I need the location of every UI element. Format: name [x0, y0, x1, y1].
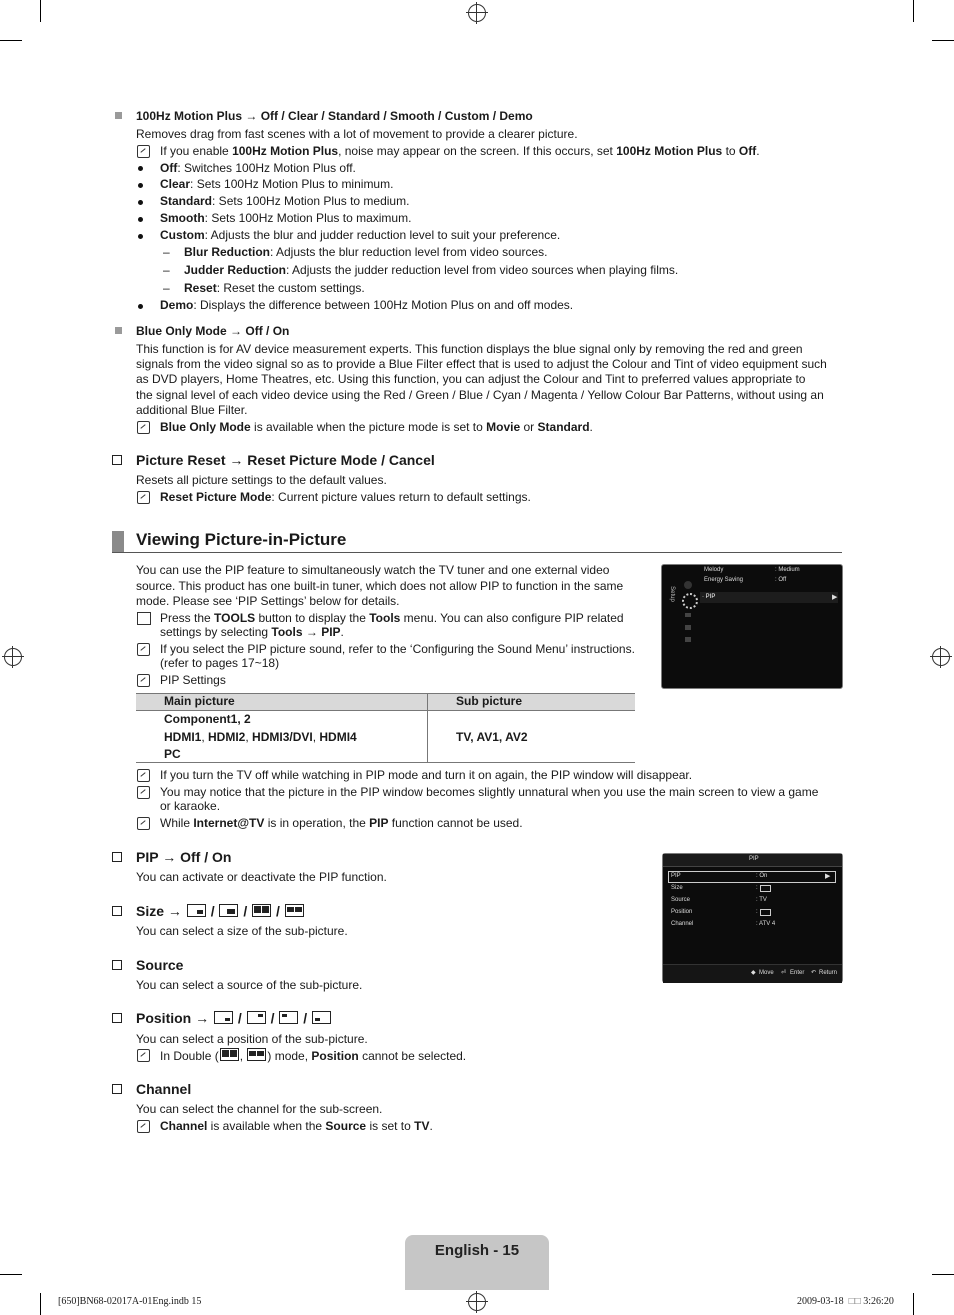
bullet-icon	[138, 304, 143, 309]
channel-heading: Channel	[136, 1081, 192, 1097]
size-heading: Size → / / /	[136, 903, 305, 919]
list-item: Judder Reduction: Adjusts the judder reduction level from video sources when playing films.	[184, 263, 679, 277]
menu-icon	[685, 625, 691, 630]
pip-menu-row-value: :	[756, 909, 758, 915]
position-note: In Double ( , ) mode, Position cannot be selected.	[160, 1049, 467, 1063]
square-bullet-icon	[115, 327, 122, 334]
move-icon: ◆	[751, 970, 756, 976]
pip-menu-title: PIP	[749, 856, 759, 862]
checkbox-bullet-icon	[112, 852, 122, 862]
motion-plus-desc: Removes drag from fast scenes with a lot of movement to provide a clearer picture.	[136, 127, 578, 141]
table-header-main: Main picture	[164, 694, 235, 708]
section-marker	[112, 531, 124, 552]
footer-timestamp: 2009-03-18 □□ 3:26:20	[797, 1296, 894, 1307]
return-icon: ↶	[811, 970, 817, 976]
pip-desc: You can activate or deactivate the PIP function.	[136, 870, 387, 884]
size-double-alt-icon	[285, 904, 304, 917]
menu-icon	[685, 613, 691, 617]
pip-intro-line: mode. Please see ‘PIP Settings’ below for details.	[136, 594, 400, 608]
size-double-icon	[252, 904, 271, 917]
checkbox-bullet-icon	[112, 1084, 122, 1094]
bullet-icon	[138, 200, 143, 205]
table-cell-main: PC	[164, 747, 181, 761]
position-desc: You can select a position of the sub-picture.	[136, 1032, 368, 1046]
crop-mark	[0, 40, 22, 41]
right-arrow-icon: ▶	[832, 594, 838, 601]
page-number: English - 15	[434, 1242, 520, 1259]
table-cell-sub: TV, AV1, AV2	[456, 730, 528, 744]
dash-icon: –	[163, 245, 170, 259]
position-bottom-right-icon	[214, 1011, 233, 1024]
gear-icon	[682, 593, 698, 609]
list-item: Standard: Sets 100Hz Motion Plus to medium.	[160, 194, 410, 208]
menu-row-value: : Medium	[775, 567, 800, 573]
note-icon	[137, 674, 150, 687]
tools-icon	[137, 612, 151, 625]
pip-menu-row-value: : ATV 4	[756, 921, 776, 927]
checkbox-bullet-icon	[112, 960, 122, 970]
note-icon	[137, 145, 150, 158]
dash-icon: –	[163, 281, 170, 295]
crop-mark	[40, 1293, 41, 1315]
crop-mark	[0, 1274, 22, 1275]
size-large-icon	[219, 904, 238, 917]
move-label: Move	[759, 970, 774, 976]
pip-settings-table	[136, 693, 635, 763]
pip-off-note: If you turn the TV off while watching in PIP mode and turn it on again, the PIP window will disappear.	[160, 768, 693, 782]
pip-menu-row-selected[interactable]	[668, 871, 836, 883]
checkbox-bullet-icon	[112, 455, 122, 465]
list-item: Custom: Adjusts the blur and judder reduction level to suit your preference.	[160, 228, 561, 242]
list-item: Smooth: Sets 100Hz Motion Plus to maximum.	[160, 211, 412, 225]
blue-only-note: Blue Only Mode is available when the picture mode is set to Movie or Standard.	[160, 420, 593, 434]
setup-side-label: Setup	[668, 586, 675, 602]
pip-menu-row-key: Channel	[671, 921, 694, 927]
blue-only-para-line: This function is for AV device measurement experts. This function displays the blue signal only by removing the red and green	[136, 342, 803, 356]
tools-note-line2: settings by selecting Tools → PIP.	[160, 625, 344, 639]
position-heading: Position → / / /	[136, 1010, 332, 1026]
motion-plus-note: If you enable 100Hz Motion Plus, noise may appear on the screen. If this occurs, set 100Hz Motion Plus to Off.	[160, 144, 760, 158]
pip-menu-row-key: Position	[671, 909, 693, 915]
square-bullet-icon	[115, 112, 122, 119]
size-double-icon	[220, 1048, 239, 1061]
note-icon	[137, 769, 150, 782]
motion-plus-heading: 100Hz Motion Plus → Off / Clear / Standard / Smooth / Custom / Demo	[136, 109, 533, 123]
table-bottom-rule	[136, 762, 635, 763]
list-item: Blur Reduction: Adjusts the blur reduction level from video sources.	[184, 245, 548, 259]
channel-note: Channel is available when the Source is set to TV.	[160, 1119, 433, 1133]
menu-row-selected[interactable]	[700, 592, 838, 603]
note-icon	[137, 1120, 150, 1133]
note-icon	[137, 491, 150, 504]
crop-mark	[932, 1274, 954, 1275]
pip-intro-line: You can use the PIP feature to simultaneously watch the TV tuner and one external video	[136, 563, 610, 577]
pip-unnatural-note-line: or karaoke.	[160, 799, 221, 813]
pip-menu-row-key: Source	[671, 897, 691, 903]
position-icon	[760, 909, 771, 916]
menu-icon	[684, 581, 692, 589]
note-icon	[137, 786, 150, 799]
list-item: Off: Switches 100Hz Motion Plus off.	[160, 161, 356, 175]
position-bottom-left-icon	[312, 1011, 331, 1024]
enter-icon: ⏎	[781, 970, 787, 976]
section-title: Viewing Picture-in-Picture	[136, 530, 347, 549]
tools-note-line1: Press the TOOLS button to display the Tools menu. You can also configure PIP related	[160, 611, 624, 625]
blue-only-heading: Blue Only Mode → Off / On	[136, 324, 290, 338]
section-rule	[112, 552, 842, 553]
registration-mark-icon	[468, 1293, 486, 1311]
source-heading: Source	[136, 957, 184, 973]
registration-mark-icon	[468, 4, 486, 22]
footer-file: [650]BN68-02017A-01Eng.indb 15	[58, 1296, 202, 1307]
registration-mark-icon	[4, 648, 22, 666]
crop-mark	[913, 0, 914, 22]
list-item: Reset: Reset the custom settings.	[184, 281, 365, 295]
picture-reset-note: Reset Picture Mode: Current picture values return to default settings.	[160, 490, 531, 504]
crop-mark	[913, 1293, 914, 1315]
menu-row-value: : Off	[775, 577, 787, 583]
internet-tv-note: While Internet@TV is in operation, the PIP function cannot be used.	[160, 816, 523, 830]
table-cell-main: Component1, 2	[164, 712, 251, 726]
list-item: Demo: Displays the difference between 100Hz Motion Plus on and off modes.	[160, 298, 574, 312]
size-small-icon	[187, 904, 206, 917]
return-label: Return	[819, 970, 838, 976]
pip-intro-line: source. This product has one built-in tuner, which does not allow PIP to function in the same	[136, 579, 624, 593]
right-arrow-icon: ▶	[825, 873, 831, 880]
pip-menu-row-value: : TV	[756, 897, 767, 903]
crop-mark	[40, 0, 41, 22]
pip-menu-row-key: PIP	[671, 873, 681, 879]
pip-unnatural-note-line: You may notice that the picture in the PIP window becomes slightly unnatural when you use the main screen to view a game	[160, 785, 819, 799]
setup-menu-screenshot	[661, 564, 843, 689]
note-icon	[137, 817, 150, 830]
bullet-icon	[138, 183, 143, 188]
blue-only-para-line: as DVD players, Home Theatres, etc. Using this function, you can adjust the Colour and Tint to preferred values appropriate to	[136, 372, 806, 386]
bullet-icon	[138, 166, 143, 171]
pip-menu-screenshot	[662, 853, 843, 983]
pip-menu-row-key: Size	[671, 885, 683, 891]
blue-only-para-line: the signal level of each video device using the Red / Green / Blue / Cyan / Magenta / Yellow Colour Bar Patterns, without using an	[136, 388, 824, 402]
menu-icon	[685, 637, 691, 642]
note-icon	[137, 421, 150, 434]
table-cell-main: HDMI1, HDMI2, HDMI3/DVI, HDMI4	[164, 730, 357, 744]
bullet-icon	[138, 217, 143, 222]
table-header-sub: Sub picture	[456, 694, 523, 708]
registration-mark-icon	[932, 648, 950, 666]
menu-row-key: Energy Saving	[704, 577, 744, 583]
pip-settings-note: PIP Settings	[160, 673, 226, 687]
position-top-left-icon	[279, 1011, 298, 1024]
picture-reset-heading: Picture Reset → Reset Picture Mode / Cancel	[136, 452, 435, 468]
note-icon	[137, 1049, 150, 1062]
blue-only-para-line: signals from the video signal so as to provide a Blue Filter effect that is used to adjust the Colour and Tint of video equipment such	[136, 357, 827, 371]
position-top-right-icon	[247, 1011, 266, 1024]
source-desc: You can select a source of the sub-picture.	[136, 978, 363, 992]
note-icon	[137, 643, 150, 656]
size-small-icon	[760, 885, 771, 892]
pip-menu-row-value: : On	[756, 873, 768, 879]
sound-note-line: (refer to pages 17~18)	[160, 656, 280, 670]
list-item: Clear: Sets 100Hz Motion Plus to minimum.	[160, 177, 394, 191]
checkbox-bullet-icon	[112, 906, 122, 916]
sound-note-line: If you select the PIP picture sound, refer to the ‘Configuring the Sound Menu’ instructions.	[160, 642, 635, 656]
channel-desc: You can select the channel for the sub-screen.	[136, 1102, 383, 1116]
menu-row-selected-label: · PIP	[702, 594, 716, 600]
crop-mark	[932, 40, 954, 41]
checkbox-bullet-icon	[112, 1013, 122, 1023]
picture-reset-desc: Resets all picture settings to the default values.	[136, 473, 387, 487]
size-desc: You can select a size of the sub-picture.	[136, 924, 348, 938]
pip-heading: PIP → Off / On	[136, 849, 232, 865]
pip-menu-row-value: :	[756, 885, 758, 891]
size-double-alt-icon	[247, 1048, 266, 1061]
blue-only-para-line: additional Blue Filter.	[136, 403, 248, 417]
dash-icon: –	[163, 263, 170, 277]
table-divider	[427, 693, 428, 763]
menu-row-key: Melody	[704, 567, 724, 573]
bullet-icon	[138, 234, 143, 239]
enter-label: Enter	[790, 970, 805, 976]
